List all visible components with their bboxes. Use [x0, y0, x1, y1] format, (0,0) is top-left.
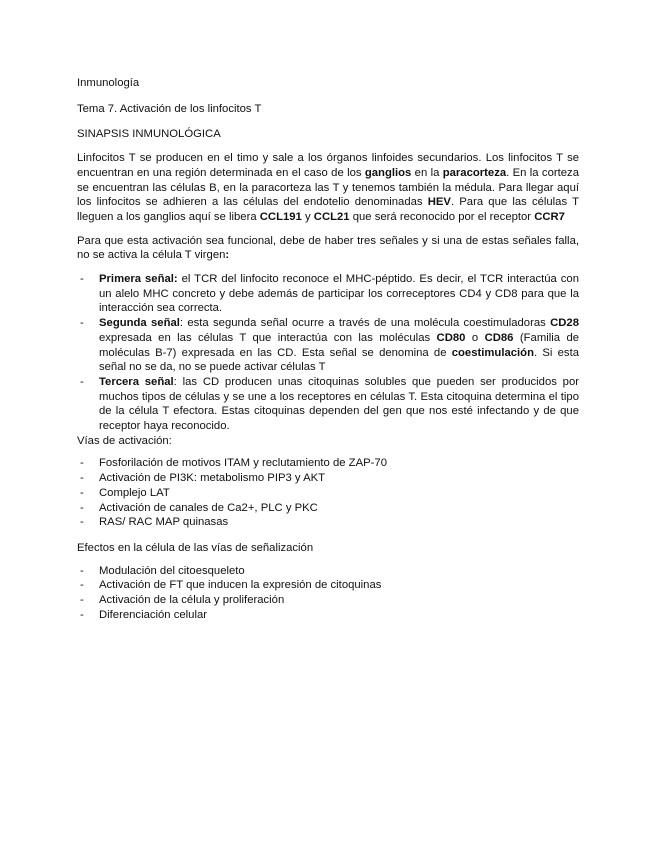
topic-heading: Tema 7. Activación de los linfocitos T: [77, 102, 262, 115]
list-item: - Activación de la célula y proliferación: [77, 593, 579, 608]
intro-term-ccl191: CCL191: [259, 210, 302, 223]
signals-list: [77, 272, 579, 434]
intro-text-5: y: [301, 210, 314, 223]
intro-text-4: . Para que las células T lleguen a los ganglios aquí se libera: [77, 196, 579, 223]
signals-intro-text: Para que esta activación sea funcional, debe de haber tres señales y si una de estas señales falla, no se activa la célula T virgen: [77, 234, 579, 262]
signal-second-text-3: o: [465, 331, 485, 344]
signal-second-label: Segunda señal: [99, 317, 180, 330]
effects-list: [77, 564, 579, 623]
signal-term-coestimulacion: coestimulación: [451, 346, 534, 359]
intro-text-2: en la: [411, 166, 443, 179]
signal-third-label: Tercera señal: [99, 375, 174, 388]
signal-first-label: Primera señal:: [99, 273, 178, 286]
signal-second-text-1: : esta segunda señal ocurre a través de una molécula coestimuladoras: [179, 317, 551, 330]
intro-term-ganglios: ganglios: [364, 166, 412, 179]
subject-heading: Inmunología: [77, 77, 140, 89]
signal-item-third: [77, 375, 579, 434]
intro-text-6: que será reconocido por el receptor: [349, 210, 535, 223]
intro-text-3: . En la corteza se encuentran las células B, en la paracorteza las T y tenemos también la médula. Para llegar aquí los linfocitos se adhieren a las células del endotelio denominadas: [77, 166, 579, 209]
intro-paragraph: [77, 151, 579, 225]
list-item: - Complejo LAT: [77, 486, 579, 501]
signal-term-cd28: CD28: [550, 317, 579, 330]
list-item: - Activación de canales de Ca2+, PLC y PKC: [77, 501, 579, 516]
signal-term-cd80: CD80: [436, 331, 466, 344]
intro-text-1: Linfocitos T se producen en el timo y sale a los órganos linfoides secundarios. Los linfocitos T se encuentran en una región determinada en el caso de los: [77, 152, 579, 179]
intro-term-ccl21: CCL21: [313, 210, 350, 223]
document-page: [77, 76, 579, 623]
signal-second-text-5: . Si esta señal no se da, no se puede activar células T: [99, 346, 579, 374]
signal-third-text: : las CD producen unas citoquinas solubles que pueden ser producidos por muchos tipos de células y se une a los receptores en células T. Esta citoquina determina el tipo de la célula T efectora. Estas citoquinas dependen del gen que nos esté infectando y de que receptor haya reconocido.: [99, 375, 579, 433]
list-item: - Fosforilación de motivos ITAM y reclutamiento de ZAP-70: [77, 456, 579, 471]
intro-term-ccr7: CCR7: [534, 210, 565, 223]
signal-second-text-4: (Familia de moléculas B-7) expresada en las CD. Esta señal se denomina de: [99, 331, 580, 359]
list-item: - Activación de FT que inducen la expresión de citoquinas: [77, 578, 579, 593]
effects-title: Efectos en la célula de las vías de señalización: [77, 541, 314, 554]
signal-term-cd86: CD86: [484, 331, 514, 344]
list-item: - Activación de PI3K: metabolismo PIP3 y AKT: [77, 471, 579, 486]
intro-term-paracorteza: paracorteza: [442, 166, 507, 179]
list-item: - Diferenciación celular: [77, 608, 579, 623]
signals-intro-colon: :: [225, 249, 230, 262]
pathways-title: Vías de activación:: [77, 434, 172, 447]
pathways-list: [77, 456, 579, 530]
signals-intro-paragraph: [77, 234, 579, 263]
list-item: - RAS/ RAC MAP quinasas: [77, 515, 579, 530]
signal-item-second: [77, 316, 579, 375]
signal-second-text-2: expresada en las células T que interactúa con las moléculas: [99, 331, 437, 344]
intro-term-hev: HEV: [427, 196, 451, 209]
section-heading: SINAPSIS INMUNOLÓGICA: [77, 128, 221, 141]
signal-first-text: el TCR del linfocito reconoce el MHC-péptido. Es decir, el TCR interactúa con un alelo MHC concreto y debe además de participar los correceptores CD4 y CD8 para que la interacción sea correcta.: [99, 273, 579, 315]
signal-item-first: [77, 272, 579, 316]
list-item: - Modulación del citoesqueleto: [77, 564, 579, 579]
